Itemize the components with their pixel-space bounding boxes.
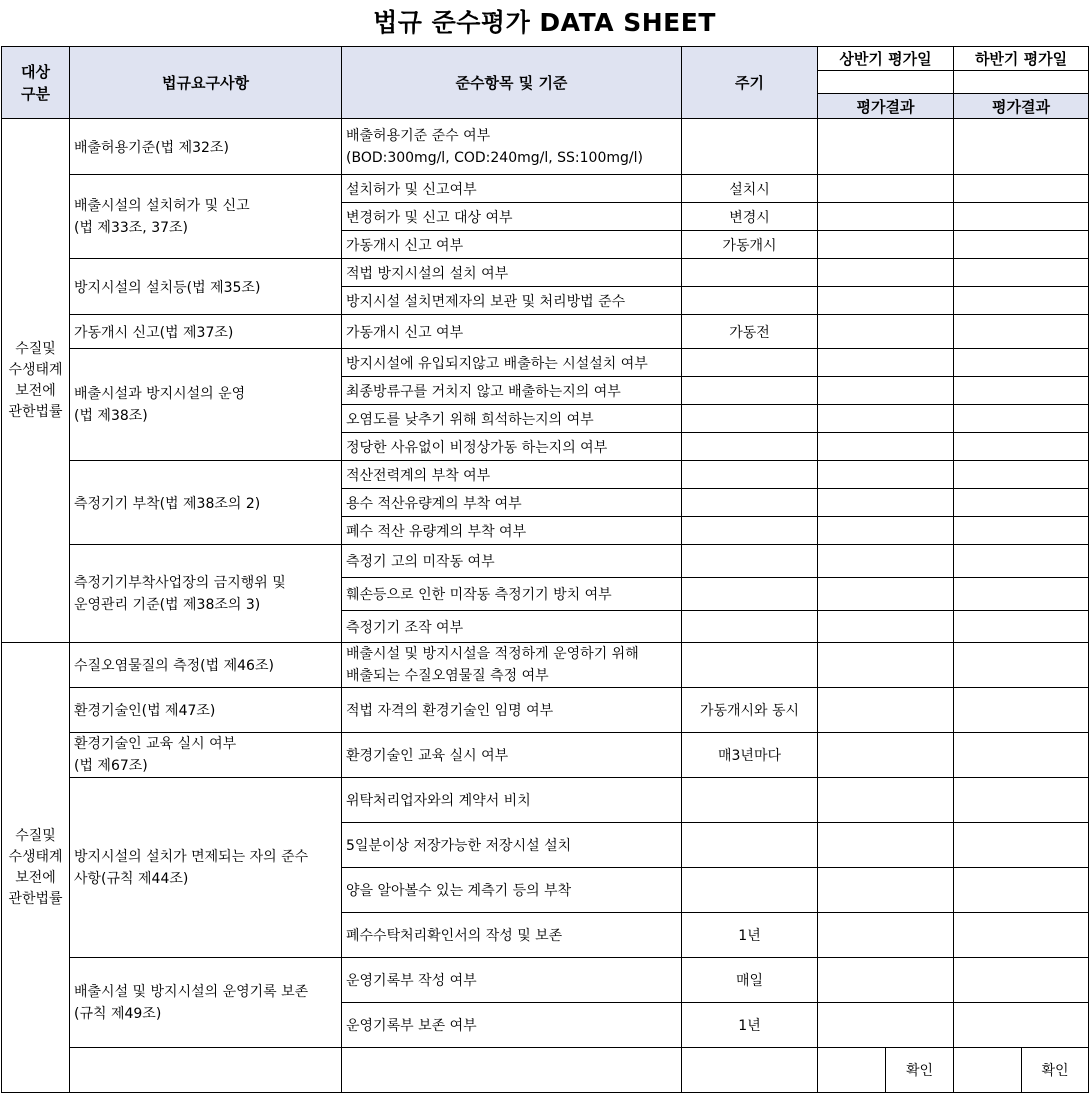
- second-half-result-cell[interactable]: [954, 913, 1089, 958]
- second-half-result-cell[interactable]: [954, 688, 1089, 733]
- cycle-cell: 설치시: [682, 175, 818, 203]
- item-cell: 훼손등으로 인한 미작동 측정기기 방치 여부: [342, 578, 682, 611]
- footer-row: [2, 1048, 1089, 1093]
- item-cell: 적산전력계의 부착 여부: [342, 461, 682, 489]
- header-second-half-result: 평가결과: [954, 94, 1089, 119]
- first-half-result-cell[interactable]: [818, 231, 954, 259]
- target-group-cell: 수질및 수생태계 보전에 관한법률: [2, 643, 70, 1093]
- cycle-cell: [682, 517, 818, 545]
- requirement-cell: 배출시설의 설치허가 및 신고 (법 제33조, 37조): [70, 175, 342, 259]
- second-half-result-cell[interactable]: [954, 461, 1089, 489]
- cycle-cell: [682, 287, 818, 315]
- cycle-cell: [682, 823, 818, 868]
- table-row: [2, 349, 1089, 377]
- requirement-cell: 가동개시 신고(법 제37조): [70, 315, 342, 349]
- first-half-result-cell[interactable]: [818, 643, 954, 688]
- cycle-cell: 1년: [682, 913, 818, 958]
- second-half-result-cell[interactable]: [954, 405, 1089, 433]
- cycle-cell: [682, 259, 818, 287]
- first-half-result-cell[interactable]: [818, 489, 954, 517]
- footer-empty-cell: [818, 1048, 886, 1093]
- second-half-result-cell[interactable]: [954, 119, 1089, 175]
- requirement-cell: 측정기기 부착(법 제38조의 2): [70, 461, 342, 545]
- first-half-result-cell[interactable]: [818, 517, 954, 545]
- item-cell: 운영기록부 작성 여부: [342, 958, 682, 1003]
- second-half-result-cell[interactable]: [954, 823, 1089, 868]
- cycle-cell: 매3년마다: [682, 733, 818, 778]
- item-cell: 폐수수탁처리확인서의 작성 및 보존: [342, 913, 682, 958]
- second-half-date-cell[interactable]: [954, 71, 1089, 94]
- item-cell: 적법 자격의 환경기술인 임명 여부: [342, 688, 682, 733]
- page-title: 법규 준수평가 DATA SHEET: [373, 8, 716, 37]
- cycle-cell: [682, 578, 818, 611]
- first-half-result-cell[interactable]: [818, 1003, 954, 1048]
- item-cell: 5일분이상 저장가능한 저장시설 설치: [342, 823, 682, 868]
- first-half-result-cell[interactable]: [818, 433, 954, 461]
- item-cell: 오염도를 낮추기 위해 희석하는지의 여부: [342, 405, 682, 433]
- item-cell: 배출허용기준 준수 여부 (BOD:300mg/l, COD:240mg/l, SS:100mg/l): [342, 119, 682, 175]
- second-half-result-cell[interactable]: [954, 259, 1089, 287]
- item-cell: 설치허가 및 신고여부: [342, 175, 682, 203]
- table-row: [2, 259, 1089, 287]
- header-target: 대상 구분: [2, 47, 70, 119]
- first-half-result-cell[interactable]: [818, 868, 954, 913]
- second-half-result-cell[interactable]: [954, 958, 1089, 1003]
- second-half-result-cell[interactable]: [954, 231, 1089, 259]
- requirement-cell: 방지시설의 설치가 면제되는 자의 준수 사항(규칙 제44조): [70, 778, 342, 958]
- cycle-cell: 가동개시와 동시: [682, 688, 818, 733]
- footer-empty-cell: [70, 1048, 342, 1093]
- cycle-cell: 가동전: [682, 315, 818, 349]
- cycle-cell: [682, 545, 818, 578]
- item-cell: 측정기기 조작 여부: [342, 611, 682, 643]
- footer-empty-cell: [682, 1048, 818, 1093]
- second-half-result-cell[interactable]: [954, 778, 1089, 823]
- cycle-cell: [682, 119, 818, 175]
- first-half-result-cell[interactable]: [818, 461, 954, 489]
- first-half-date-cell[interactable]: [818, 71, 954, 94]
- second-half-result-cell[interactable]: [954, 733, 1089, 778]
- cycle-cell: 가동개시: [682, 231, 818, 259]
- table-row: [2, 733, 1089, 778]
- cycle-cell: 변경시: [682, 203, 818, 231]
- confirm-label-first: 확인: [886, 1048, 954, 1093]
- first-half-result-cell[interactable]: [818, 958, 954, 1003]
- cycle-cell: [682, 349, 818, 377]
- first-half-result-cell[interactable]: [818, 377, 954, 405]
- first-half-result-cell[interactable]: [818, 203, 954, 231]
- second-half-result-cell[interactable]: [954, 545, 1089, 578]
- header-second-half-date: 하반기 평가일: [954, 47, 1089, 71]
- table-row: [2, 315, 1089, 349]
- table-row: [2, 119, 1089, 175]
- item-cell: 방지시설 설치면제자의 보관 및 처리방법 준수: [342, 287, 682, 315]
- second-half-result-cell[interactable]: [954, 377, 1089, 405]
- first-half-result-cell[interactable]: [818, 778, 954, 823]
- second-half-result-cell[interactable]: [954, 611, 1089, 643]
- target-group-cell: 수질및 수생태계 보전에 관한법률: [2, 119, 70, 643]
- table-row: [2, 688, 1089, 733]
- requirement-cell: 방지시설의 설치등(법 제35조): [70, 259, 342, 315]
- requirement-cell: 배출허용기준(법 제32조): [70, 119, 342, 175]
- item-cell: 가동개시 신고 여부: [342, 315, 682, 349]
- first-half-result-cell[interactable]: [818, 913, 954, 958]
- item-cell: 운영기록부 보존 여부: [342, 1003, 682, 1048]
- first-half-result-cell[interactable]: [818, 688, 954, 733]
- item-cell: 양을 알아볼수 있는 계측기 등의 부착: [342, 868, 682, 913]
- compliance-table: [1, 46, 1089, 1093]
- second-half-result-cell[interactable]: [954, 433, 1089, 461]
- confirm-signature-first[interactable]: [954, 1048, 1022, 1093]
- cycle-cell: [682, 868, 818, 913]
- first-half-result-cell[interactable]: [818, 175, 954, 203]
- cycle-cell: [682, 611, 818, 643]
- second-half-result-cell[interactable]: [954, 643, 1089, 688]
- first-half-result-cell[interactable]: [818, 823, 954, 868]
- cycle-cell: [682, 405, 818, 433]
- item-cell: 방지시설에 유입되지않고 배출하는 시설설치 여부: [342, 349, 682, 377]
- second-half-result-cell[interactable]: [954, 349, 1089, 377]
- item-cell: 변경허가 및 신고 대상 여부: [342, 203, 682, 231]
- first-half-result-cell[interactable]: [818, 287, 954, 315]
- first-half-result-cell[interactable]: [818, 349, 954, 377]
- item-cell: 환경기술인 교육 실시 여부: [342, 733, 682, 778]
- header-first-half-result: 평가결과: [818, 94, 954, 119]
- header-requirement: 법규요구사항: [70, 47, 342, 119]
- item-cell: 가동개시 신고 여부: [342, 231, 682, 259]
- second-half-result-cell[interactable]: [954, 287, 1089, 315]
- second-half-result-cell[interactable]: [954, 868, 1089, 913]
- cycle-cell: [682, 377, 818, 405]
- table-row: [2, 545, 1089, 578]
- header-item: 준수항목 및 기준: [342, 47, 682, 119]
- cycle-cell: [682, 778, 818, 823]
- cycle-cell: 1년: [682, 1003, 818, 1048]
- first-half-result-cell[interactable]: [818, 578, 954, 611]
- item-cell: 배출시설 및 방지시설을 적정하게 운영하기 위해 배출되는 수질오염물질 측정 여부: [342, 643, 682, 688]
- item-cell: 폐수 적산 유량계의 부착 여부: [342, 517, 682, 545]
- cycle-cell: [682, 461, 818, 489]
- second-half-result-cell[interactable]: [954, 489, 1089, 517]
- table-row: [2, 643, 1089, 688]
- second-half-result-cell[interactable]: [954, 517, 1089, 545]
- item-cell: 최종방류구를 거치지 않고 배출하는지의 여부: [342, 377, 682, 405]
- item-cell: 위탁처리업자와의 계약서 비치: [342, 778, 682, 823]
- second-half-result-cell[interactable]: [954, 1003, 1089, 1048]
- cycle-cell: [682, 643, 818, 688]
- first-half-result-cell[interactable]: [818, 545, 954, 578]
- first-half-result-cell[interactable]: [818, 119, 954, 175]
- second-half-result-cell[interactable]: [954, 315, 1089, 349]
- first-half-result-cell[interactable]: [818, 259, 954, 287]
- second-half-result-cell[interactable]: [954, 203, 1089, 231]
- item-cell: 정당한 사유없이 비정상가동 하는지의 여부: [342, 433, 682, 461]
- footer-empty-cell: [342, 1048, 682, 1093]
- header-first-half-date: 상반기 평가일: [818, 47, 954, 71]
- first-half-result-cell[interactable]: [818, 315, 954, 349]
- table-row: [2, 461, 1089, 489]
- header-cycle: 주기: [682, 47, 818, 119]
- requirement-cell: 측정기기부착사업장의 금지행위 및 운영관리 기준(법 제38조의 3): [70, 545, 342, 643]
- item-cell: 용수 적산유량계의 부착 여부: [342, 489, 682, 517]
- second-half-result-cell[interactable]: [954, 175, 1089, 203]
- item-cell: 측정기 고의 미작동 여부: [342, 545, 682, 578]
- requirement-cell: 배출시설 및 방지시설의 운영기록 보존 (규칙 제49조): [70, 958, 342, 1048]
- cycle-cell: [682, 489, 818, 517]
- first-half-result-cell[interactable]: [818, 611, 954, 643]
- requirement-cell: 환경기술인(법 제47조): [70, 688, 342, 733]
- second-half-result-cell[interactable]: [954, 578, 1089, 611]
- table-row: [2, 175, 1089, 203]
- confirm-label-second: 확인: [1022, 1048, 1089, 1093]
- requirement-cell: 수질오염물질의 측정(법 제46조): [70, 643, 342, 688]
- table-row: [2, 778, 1089, 823]
- first-half-result-cell[interactable]: [818, 733, 954, 778]
- cycle-cell: 매일: [682, 958, 818, 1003]
- requirement-cell: 환경기술인 교육 실시 여부 (법 제67조): [70, 733, 342, 778]
- cycle-cell: [682, 433, 818, 461]
- requirement-cell: 배출시설과 방지시설의 운영 (법 제38조): [70, 349, 342, 461]
- table-row: [2, 958, 1089, 1003]
- first-half-result-cell[interactable]: [818, 405, 954, 433]
- item-cell: 적법 방지시설의 설치 여부: [342, 259, 682, 287]
